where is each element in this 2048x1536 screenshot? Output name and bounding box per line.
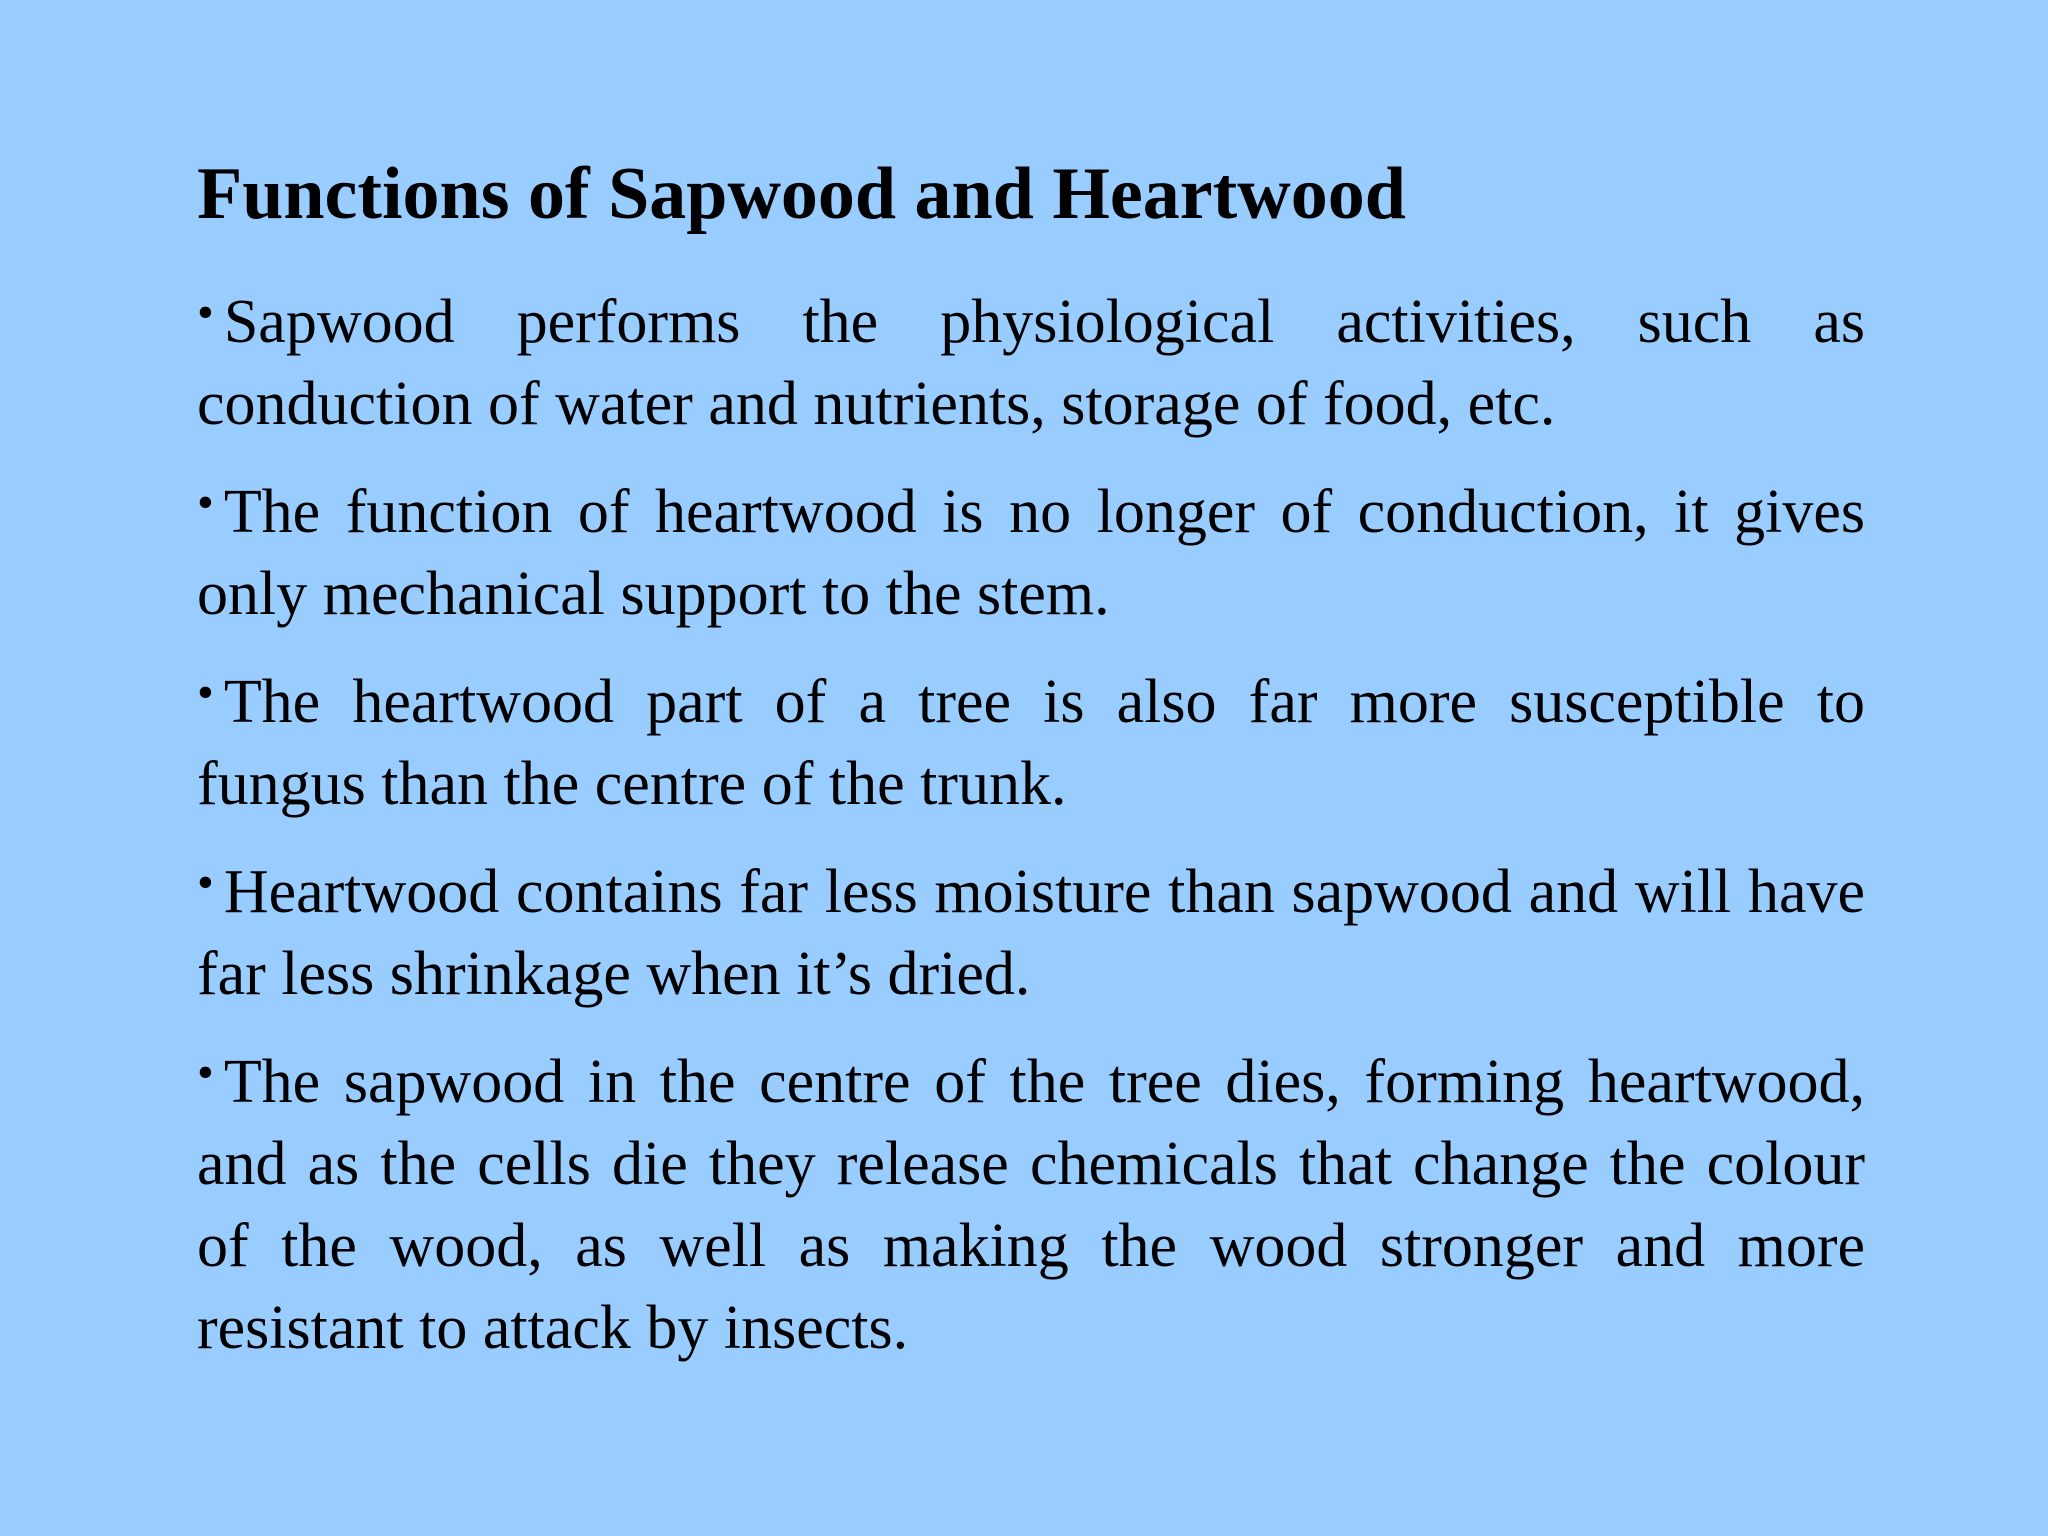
bullet-item-3 xyxy=(197,652,1865,825)
bullet-dot-icon: • xyxy=(197,856,214,909)
bullet-text: Heartwood contains far less moisture than sapwood and will have far less shrinkage when it’s dried. xyxy=(197,858,1865,1008)
bullet-item-5 xyxy=(197,1032,1865,1369)
bullet-dot-icon: • xyxy=(197,666,214,719)
bullet-list xyxy=(197,272,1865,1386)
bullet-item-4 xyxy=(197,842,1865,1015)
bullet-text: The function of heartwood is no longer of conduction, it gives only mechanical support to the stem. xyxy=(197,478,1865,628)
bullet-text: Sapwood performs the physiological activities, such as conduction of water and nutrients, storage of food, etc. xyxy=(197,288,1865,438)
bullet-dot-icon: • xyxy=(197,476,214,529)
slide-title: Functions of Sapwood and Heartwood xyxy=(197,153,1406,235)
bullet-item-1 xyxy=(197,272,1865,445)
bullet-dot-icon: • xyxy=(197,1046,214,1099)
bullet-text: The heartwood part of a tree is also far more susceptible to fungus than the centre of the trunk. xyxy=(197,668,1865,818)
bullet-dot-icon: • xyxy=(197,286,214,339)
bullet-item-2 xyxy=(197,462,1865,635)
bullet-text: The sapwood in the centre of the tree dies, forming heartwood, and as the cells die they release chemicals that change the colour of the wood, as well as making the wood stronger and more resistant to attack by insects. xyxy=(197,1048,1865,1362)
